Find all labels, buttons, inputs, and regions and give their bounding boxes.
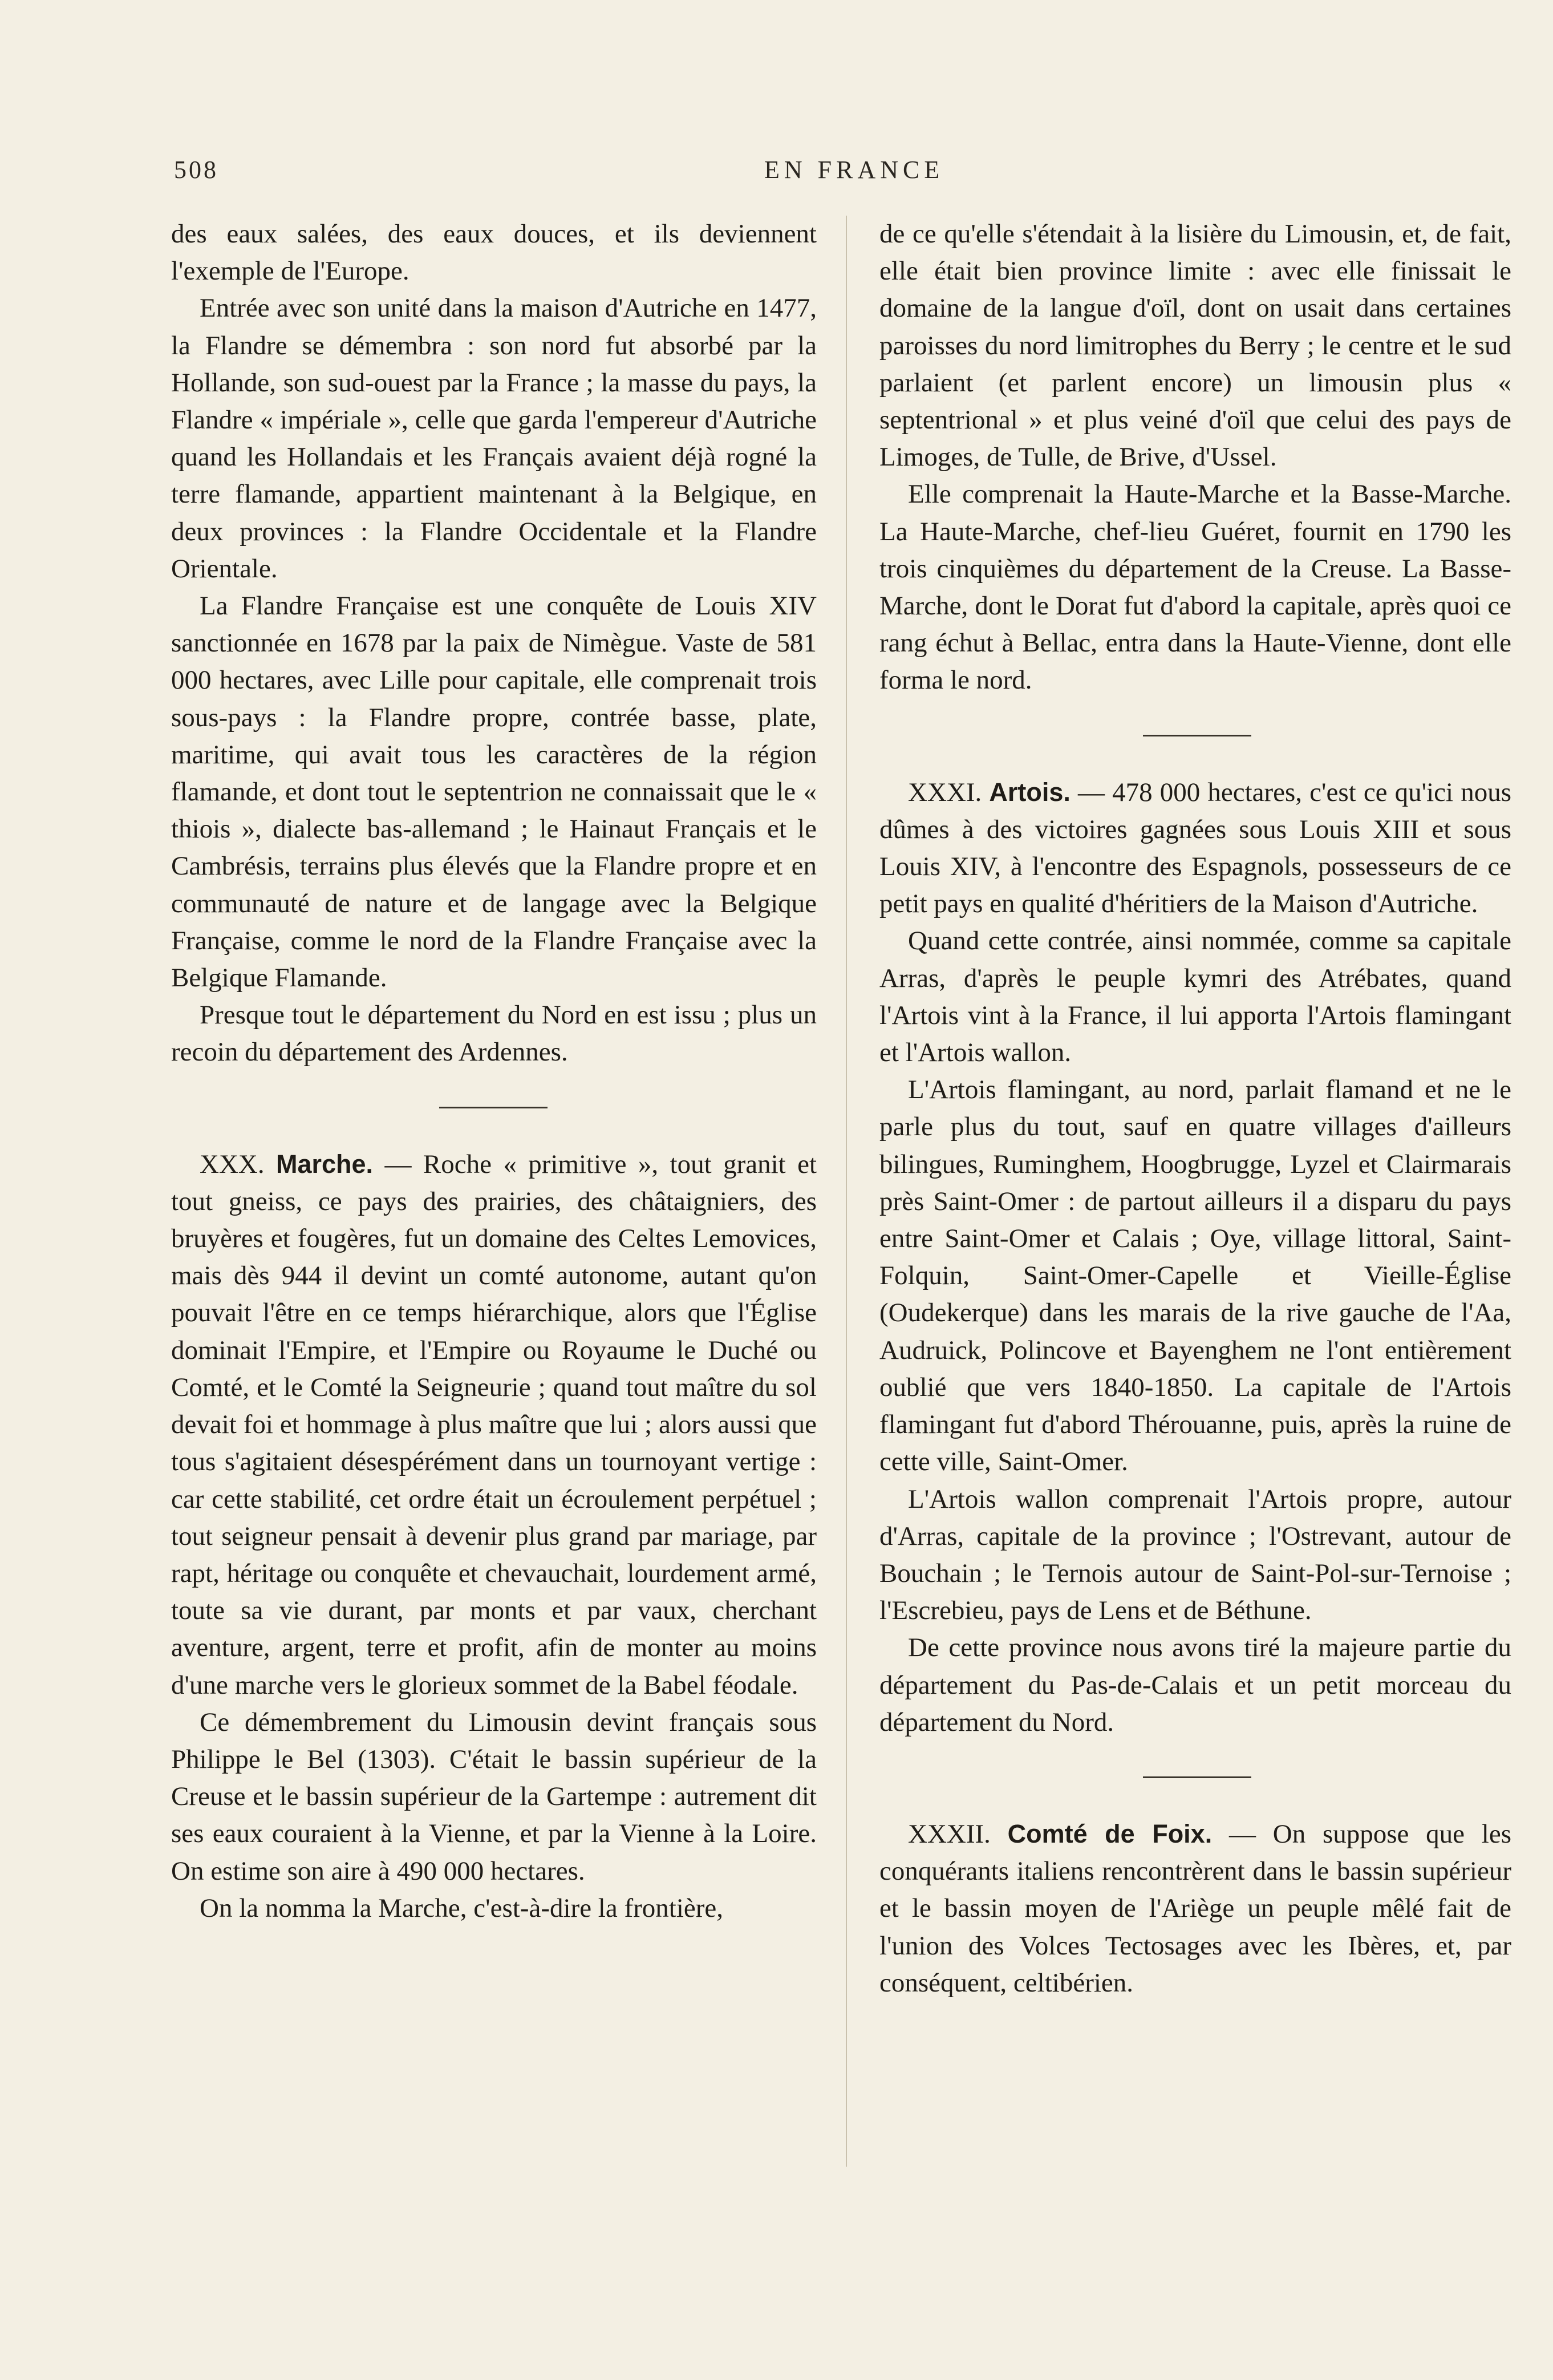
running-header (174, 155, 1503, 195)
paragraph: de ce qu'elle s'étendait à la lisière du Limousin, et, de fait, elle était bien province limite : avec elle finissait le domaine de la langue d'oïl, dont on usait dans certaines paroisses du nord limitrophes du Berry ; le centre et le sud parlaient (et parlent encore) un limousin plus « septentrional » et plus veiné d'oïl que celui des pays de Limoges, de Tulle, de Brive, d'Ussel. (879, 219, 1511, 472)
section-text: — On suppose que les conquérants italiens rencontrèrent dans le bassin supérieur et le bassin moyen de l'Ariège un peuple mêlé fait de l'union des Volces Tectosages avec les Ibères, et, par conséquent, celtibérien. (879, 1819, 1511, 1998)
section-text: — 478 000 hectares, c'est ce qu'ici nous dûmes à des victoires gagnées sous Louis XIII et sous Louis XIV, à l'encontre des Espagnols, possesseurs de ce petit pays en qualité d'héritiers de la Maison d'Autriche. (879, 777, 1512, 919)
separator-rule (1143, 735, 1251, 736)
separator-rule (1143, 1776, 1251, 1778)
section-number: XXXII. (908, 1819, 991, 1849)
section-number: XXX. (200, 1149, 265, 1179)
section-title: Marche. (275, 1149, 374, 1179)
right-column (879, 216, 1511, 2002)
page-number: 508 (174, 156, 218, 184)
section-paragraph-artois (879, 774, 1511, 923)
paragraph: On la nomma la Marche, c'est-à-dire la frontière, (200, 1893, 724, 1923)
paragraph: Ce démembrement du Limousin devint français sous Philippe le Bel (1303). C'était le bassin supérieur de la Creuse et le bassin supérieur de la Gartempe : autrement dit ses eaux couraient à la Vienne, et par la Vienne à la Loire. On estime son aire à 490 000 hectares. (171, 1707, 817, 1886)
left-column (171, 216, 817, 1927)
paragraph: des eaux salées, des eaux douces, et ils deviennent l'exemple de l'Europe. (171, 219, 817, 286)
section-number: XXXI. (908, 777, 982, 807)
paragraph: La Flandre Française est une conquête de Louis XIV sanctionnée en 1678 par la paix de Nimègue. Vaste de 581 000 hectares, avec Lille pour capitale, elle comprenait trois sous-pays : la Flandre propre, contrée basse, plate, maritime, qui avait tous les caractères de la région flamande, et dont tout le septentrion ne connaissait que le « thiois », dialecte bas-allemand ; le Hainaut Français et le Cambrésis, terrains plus élevés que la Flandre propre et en communauté de nature et de langage avec la Belgique Française, comme le nord de la Flandre Française avec la Belgique Flamande. (171, 591, 817, 993)
section-separator (171, 1071, 817, 1146)
section-paragraph-foix (879, 1815, 1511, 2002)
section-title: Artois. (989, 777, 1071, 807)
paragraph: L'Artois flamingant, au nord, parlait flamand et ne le parle plus du tout, sauf en quatre villages d'ailleurs bilingues, Ruminghem, Hoogbrugge, Lyzel et Clairmarais près Saint-Omer : de partout ailleurs il a disparu du pays entre Saint-Omer et Calais ; Oye, village littoral, Saint-Folquin, Saint-Omer-Capelle et Vieille-Église (Oudekerque) dans les marais de la rive gauche de l'Aa, Audruick, Polincove et Bayenghem ne l'ont entièrement oublié que vers 1840-1850. La capitale de l'Artois flamingant fut d'abord Thérouanne, puis, après la ruine de cette ville, Saint-Omer. (879, 1075, 1511, 1477)
paragraph: De cette province nous avons tiré la majeure partie du département du Pas-de-Calais et un petit morceau du département du Nord. (879, 1633, 1511, 1737)
column-divider (846, 216, 847, 2167)
section-separator (879, 699, 1511, 774)
separator-rule (439, 1107, 548, 1108)
paragraph: Entrée avec son unité dans la maison d'Autriche en 1477, la Flandre se démembra : son nord fut absorbé par la Hollande, son sud-ouest par la France ; la masse du pays, la Flandre « impériale », celle que garda l'empereur d'Autriche quand les Hollandais et les Français avaient déjà rogné la terre flamande, appartient maintenant à la Belgique, en deux provinces : la Flandre Occidentale et la Flandre Orientale. (171, 293, 817, 584)
paragraph: Quand cette contrée, ainsi nommée, comme sa capitale Arras, d'après le peuple kymri des Atrébates, quand l'Artois vint à la France, il lui apporta l'Artois flamingant et l'Artois wallon. (879, 926, 1511, 1068)
section-separator (879, 1741, 1511, 1815)
section-text: — Roche « primitive », tout granit et tout gneiss, ce pays des prairies, des châtaigniers, des bruyères et fougères, fut un domaine des Celtes Lemovices, mais dès 944 il devint un comté autonome, autant qu'on pouvait l'être en ce temps hiérarchique, alors que l'Église dominait l'Empire, et l'Empire ou Royaume le Duché ou Comté, et le Comté la Seigneurie ; quand tout maître du sol devait foi et hommage à plus maître que lui ; alors aussi que tous s'agitaient désespérément dans un tournoyant vertige : car cette stabilité, cet ordre était un écroulement perpétuel ; tout seigneur pensait à devenir plus grand par mariage, par rapt, héritage ou conquête et chevauchait, lourdement armé, toute sa vie durant, par monts et par vaux, cherchant aventure, argent, terre et profit, afin de monter au moins d'une marche vers le glorieux sommet de la Babel féodale. (171, 1149, 817, 1700)
running-title: EN FRANCE (764, 156, 944, 184)
paragraph: L'Artois wallon comprenait l'Artois propre, autour d'Arras, capitale de la province ; l'Ostrevant, autour de Bouchain ; le Ternois autour de Saint-Pol-sur-Ternoise ; l'Escrebieu, pays de Lens et de Béthune. (879, 1484, 1511, 1626)
paragraph: Presque tout le département du Nord en est issu ; plus un recoin du département des Ardennes. (171, 1000, 817, 1067)
paragraph: Elle comprenait la Haute-Marche et la Basse-Marche. La Haute-Marche, chef-lieu Guéret, fournit en 1790 les trois cinquièmes du département de la Creuse. La Basse-Marche, dont le Dorat fut d'abord la capitale, après quoi ce rang échut à Bellac, entra dans la Haute-Vienne, dont elle forma le nord. (879, 479, 1511, 695)
section-title: Comté de Foix. (1007, 1819, 1213, 1848)
section-paragraph-marche (171, 1146, 817, 1704)
